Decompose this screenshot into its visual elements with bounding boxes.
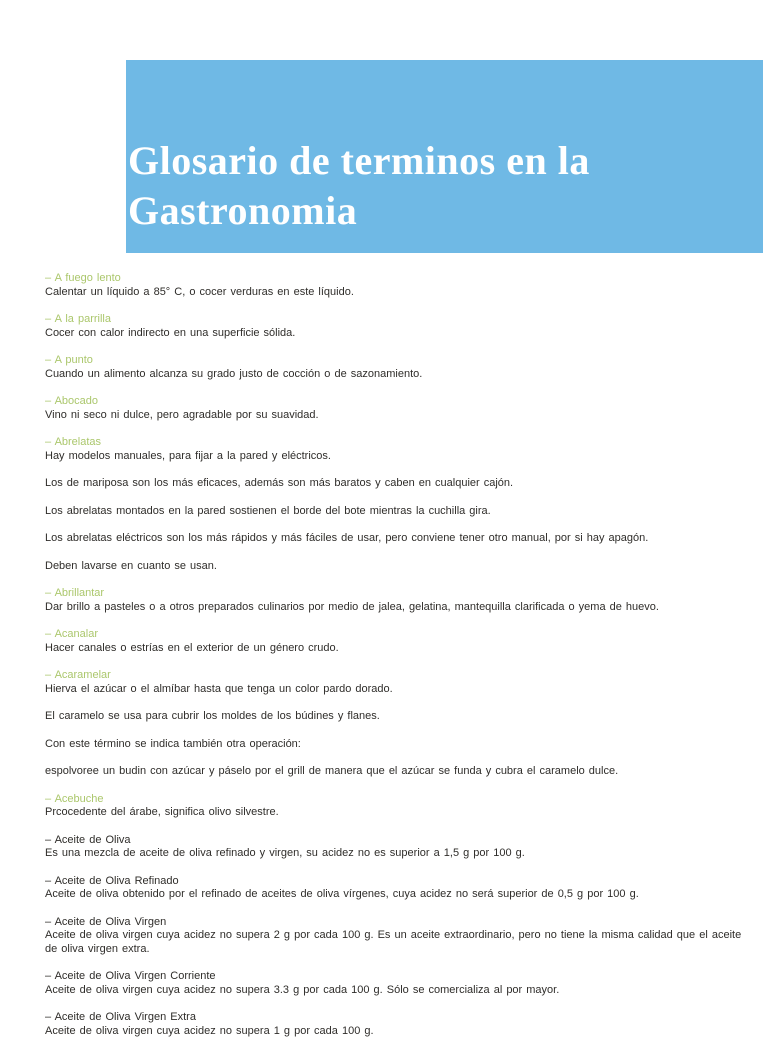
term-label: – A la parrilla (45, 313, 111, 325)
glossary-entry (45, 587, 746, 614)
definition-text: espolvoree un budin con azúcar y páselo por el grill de manera que el azúcar se funda y cubra el caramelo dulce. (45, 765, 619, 777)
definition-text: Es una mezcla de aceite de oliva refinado y virgen, su acidez no es superior a 1,5 g por 100 g. (45, 847, 525, 859)
term-label: – Aceite de Oliva Virgen Extra (45, 1011, 196, 1023)
glossary-entry (45, 970, 746, 997)
glossary-entry (45, 1011, 746, 1038)
glossary-entry (45, 834, 746, 861)
definition-text: Aceite de oliva virgen cuya acidez no supera 2 g por cada 100 g. Es un aceite extraordinario, pero no tiene la misma calidad que el aceite de oliva virgen extra. (45, 929, 742, 955)
term-label: – Aceite de Oliva Virgen (45, 915, 167, 928)
definition-text: Calentar un líquido a 85° C, o cocer verduras en este líquido. (45, 285, 354, 298)
definition-text: Deben lavarse en cuanto se usan. (45, 559, 217, 572)
glossary-entry (45, 793, 746, 820)
glossary-entry (45, 628, 746, 655)
definition-text: Vino ni seco ni dulce, pero agradable por su suavidad. (45, 408, 319, 421)
definition-text: Con este término se indica también otra operación: (45, 737, 301, 750)
definition-text: Hacer canales o estrías en el exterior de un género crudo. (45, 641, 339, 654)
glossary-entry (45, 436, 746, 573)
glossary-entry (45, 354, 746, 381)
term-label: – A punto (45, 354, 93, 366)
glossary-entry (45, 272, 746, 299)
term-label: – Aceite de Oliva Refinado (45, 874, 179, 887)
term-label: – Aceite de Oliva (45, 833, 131, 846)
term-label: – Abrillantar (45, 587, 105, 599)
definition-text: El caramelo se usa para cubrir los moldes de los búdines y flanes. (45, 710, 380, 722)
glossary-entry (45, 313, 746, 340)
definition-text: Los de mariposa son los más eficaces, además son más baratos y caben en cualquier cajón. (45, 477, 514, 489)
definition-text: Aceite de oliva obtenido por el refinado de aceites de oliva vírgenes, cuya acidez no será superior de 0,5 g por 100 g. (45, 888, 639, 900)
definition-text: Hay modelos manuales, para fijar a la pared y eléctricos. (45, 449, 331, 462)
term-label: – Acaramelar (45, 669, 111, 681)
term-label: – Abrelatas (45, 436, 102, 448)
glossary-entry (45, 395, 746, 422)
glossary-entry (45, 875, 746, 902)
definition-text: Prcocedente del árabe, significa olivo silvestre. (45, 806, 279, 818)
definition-text: Cocer con calor indirecto en una superficie sólida. (45, 326, 296, 339)
definition-text: Hierva el azúcar o el almíbar hasta que tenga un color pardo dorado. (45, 682, 393, 695)
definition-text: Cuando un alimento alcanza su grado justo de cocción o de sazonamiento. (45, 367, 423, 380)
term-label: – Aceite de Oliva Virgen Corriente (45, 970, 216, 982)
term-label: – Acebuche (45, 792, 104, 805)
document-title: Glosario de terminos en la Gastronomia (128, 138, 590, 233)
definition-text: Aceite de oliva virgen cuya acidez no supera 1 g por cada 100 g. (45, 1024, 374, 1037)
term-label: – Acanalar (45, 628, 98, 640)
glossary-entry (45, 916, 746, 957)
definition-text: Dar brillo a pasteles o a otros preparados culinarios por medio de jalea, gelatina, mantequilla clarificada o yema de huevo. (45, 600, 659, 613)
definition-text: Los abrelatas eléctricos son los más rápidos y más fáciles de usar, pero conviene tener otro manual, por si hay apagón. (45, 532, 649, 544)
term-label: – A fuego lento (45, 272, 121, 284)
definition-text: Los abrelatas montados en la pared sostienen el borde del bote mientras la cuchilla gira. (45, 504, 491, 517)
definition-text: Aceite de oliva virgen cuya acidez no supera 3.3 g por cada 100 g. Sólo se comercializa al por mayor. (45, 983, 560, 996)
term-label: – Abocado (45, 395, 98, 407)
glossary-entry (45, 669, 746, 779)
title-banner (126, 60, 763, 253)
glossary-content (45, 272, 746, 1052)
